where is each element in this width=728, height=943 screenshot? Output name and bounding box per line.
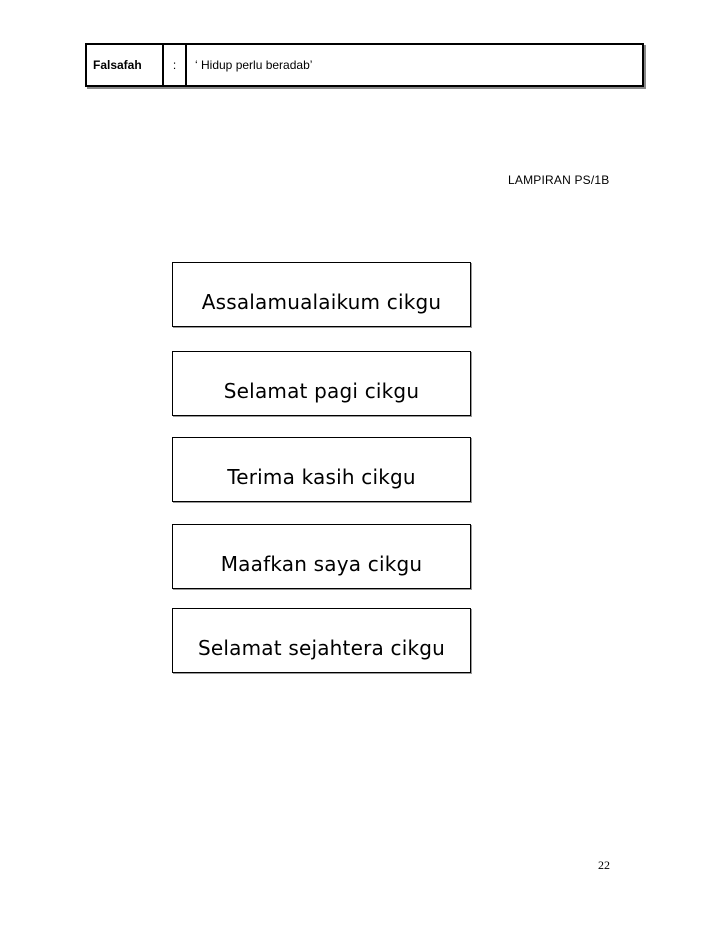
phrase-card: Selamat pagi cikgu	[172, 351, 471, 416]
phrase-card: Selamat sejahtera cikgu	[172, 608, 471, 673]
phrase-card: Maafkan saya cikgu	[172, 524, 471, 589]
header-separator: :	[164, 45, 187, 85]
philosophy-header	[85, 43, 644, 87]
appendix-label: LAMPIRAN PS/1B	[508, 173, 610, 187]
philosophy-label: Falsafah	[87, 45, 164, 85]
page-number: 22	[598, 858, 610, 872]
philosophy-motto: ‘ Hidup perlu beradab’	[195, 58, 313, 72]
phrase-card: Assalamualaikum cikgu	[172, 262, 471, 327]
phrase-card: Terima kasih cikgu	[172, 437, 471, 502]
